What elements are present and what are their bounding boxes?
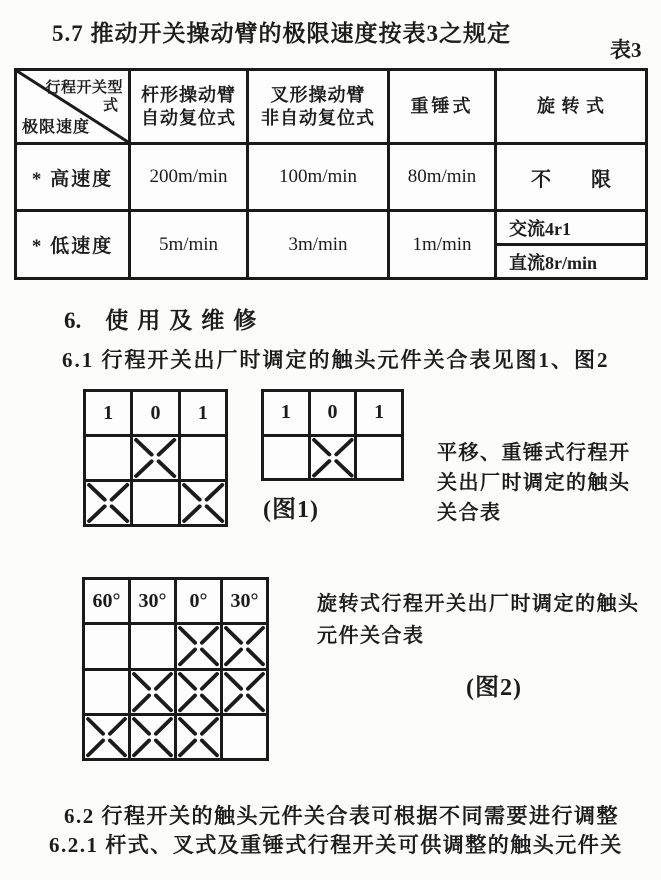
grid-header-cell: 30° [131,580,177,622]
contact-closed-cell [181,482,225,524]
x-mark-icon [223,625,266,667]
x-mark-icon [177,716,220,758]
x-mark-icon [133,437,177,479]
figure2-note-line: 旋转式行程开关出厂时调定的触头 [317,593,640,615]
grid-row [85,671,266,716]
grid-row [85,716,266,758]
contact-closed-cell [223,671,266,713]
x-mark-icon [177,625,220,667]
high-speed-rod-value: 200m/min [131,145,249,209]
section-6-title: 使用及维修 [105,308,266,333]
contact-closed-cell [177,716,223,758]
figure1-note [437,438,631,528]
paragraph-6-2-1: 6.2.1 杆式、叉式及重锤式行程开关可供调整的触头元件关 [49,833,623,857]
figure1-caption: (图1) [263,497,319,523]
table3-corner-cell [17,71,131,142]
contact-closed-cell [311,437,358,479]
grid-empty-cell [85,625,131,667]
figure1-note-line: 关出厂时调定的触头 [437,472,631,494]
x-mark-icon [86,482,130,524]
low-speed-fork-value: 3m/min [249,212,390,277]
column-header-weight-type: 重锤式 [390,71,497,142]
heading-5-7: 5.7 推动开关操动臂的极限速度按表3之规定 [52,21,511,46]
table3-header-row [17,71,645,145]
grid-empty-cell [133,482,180,524]
x-mark-icon [131,716,174,758]
corner-top-label-line1: 行程开关型 [45,80,123,96]
x-mark-icon [223,671,266,713]
figure1-left-contact-grid [83,389,228,527]
figure2-contact-grid [82,577,269,761]
grid-header-cell: 1 [86,392,133,434]
figure1-note-line: 关合表 [437,502,502,524]
corner-bottom-label: 极限速度 [22,119,91,136]
table3-limit-speeds [14,68,648,280]
table3-label: 表3 [610,38,642,62]
grid-empty-cell [181,437,225,479]
column-header-fork-arm: 叉形操动臂 非自动复位式 [249,71,390,142]
column-header-rod-arm: 杆形操动臂 自动复位式 [131,71,249,142]
grid-row [264,437,401,479]
grid-header-cell: 0 [133,392,180,434]
contact-closed-cell [131,671,177,713]
x-mark-icon [181,482,225,524]
paragraph-6-1: 6.1 行程开关出厂时调定的触头元件关合表见图1、图2 [62,348,610,372]
low-speed-rod-value: 5m/min [131,212,249,277]
x-mark-icon [85,716,128,758]
grid-row [85,625,266,670]
table3-low-speed-row [17,212,645,277]
contact-closed-cell [131,716,177,758]
grid-row [86,437,225,482]
grid-header-cell: 30° [230,589,259,612]
figure1-note-line: 平移、重锤式行程开 [437,442,631,464]
high-speed-weight-value: 80m/min [390,145,497,209]
grid-empty-cell [85,671,131,713]
table3-high-speed-row [17,145,645,212]
figure2-note-line: 元件关合表 [317,625,425,647]
corner-top-label-line2: 式 [102,98,118,114]
grid-header-cell: 1 [374,401,385,424]
grid-empty-cell [357,437,401,479]
grid-row [86,392,225,437]
figure2-note [317,588,640,652]
row-label-high-speed: * 高速度 [17,145,131,209]
rotary-dc-value: 直流8r/min [509,252,597,273]
rotary-ac-value: 交流4r1 [497,212,645,246]
grid-empty-cell [223,716,266,758]
high-speed-fork-value: 100m/min [249,145,390,209]
contact-closed-cell [223,625,266,667]
grid-row [86,482,225,524]
grid-header-cell: 0 [311,392,358,434]
column-header-rotary-type: 旋 转 式 [537,96,605,116]
low-speed-rotary-split-cell [497,212,645,277]
figure1-right-contact-grid [261,389,404,481]
low-speed-weight-value: 1m/min [390,212,497,277]
section-6-number: 6. [64,308,82,333]
paragraph-6-2: 6.2 行程开关的触头元件关合表可根据不同需要进行调整 [64,804,619,828]
grid-empty-cell [86,437,133,479]
section-6-heading [64,302,265,335]
grid-header-cell: 1 [197,401,208,424]
grid-row [264,392,401,437]
contact-closed-cell [86,482,133,524]
contact-closed-cell [177,625,223,667]
contact-closed-cell [177,671,223,713]
grid-header-cell: 0° [177,580,223,622]
contact-closed-cell [85,716,131,758]
grid-header-cell: 60° [85,580,131,622]
contact-closed-cell [133,437,180,479]
grid-empty-cell [264,437,311,479]
grid-empty-cell [131,625,177,667]
x-mark-icon [131,671,174,713]
figure2-caption: (图2) [466,675,522,701]
grid-header-cell: 1 [264,392,311,434]
row-label-low-speed: * 低速度 [17,212,131,277]
grid-row [85,580,266,625]
x-mark-icon [311,437,355,479]
high-speed-rotary-value: 不 限 [531,168,611,191]
x-mark-icon [177,671,220,713]
